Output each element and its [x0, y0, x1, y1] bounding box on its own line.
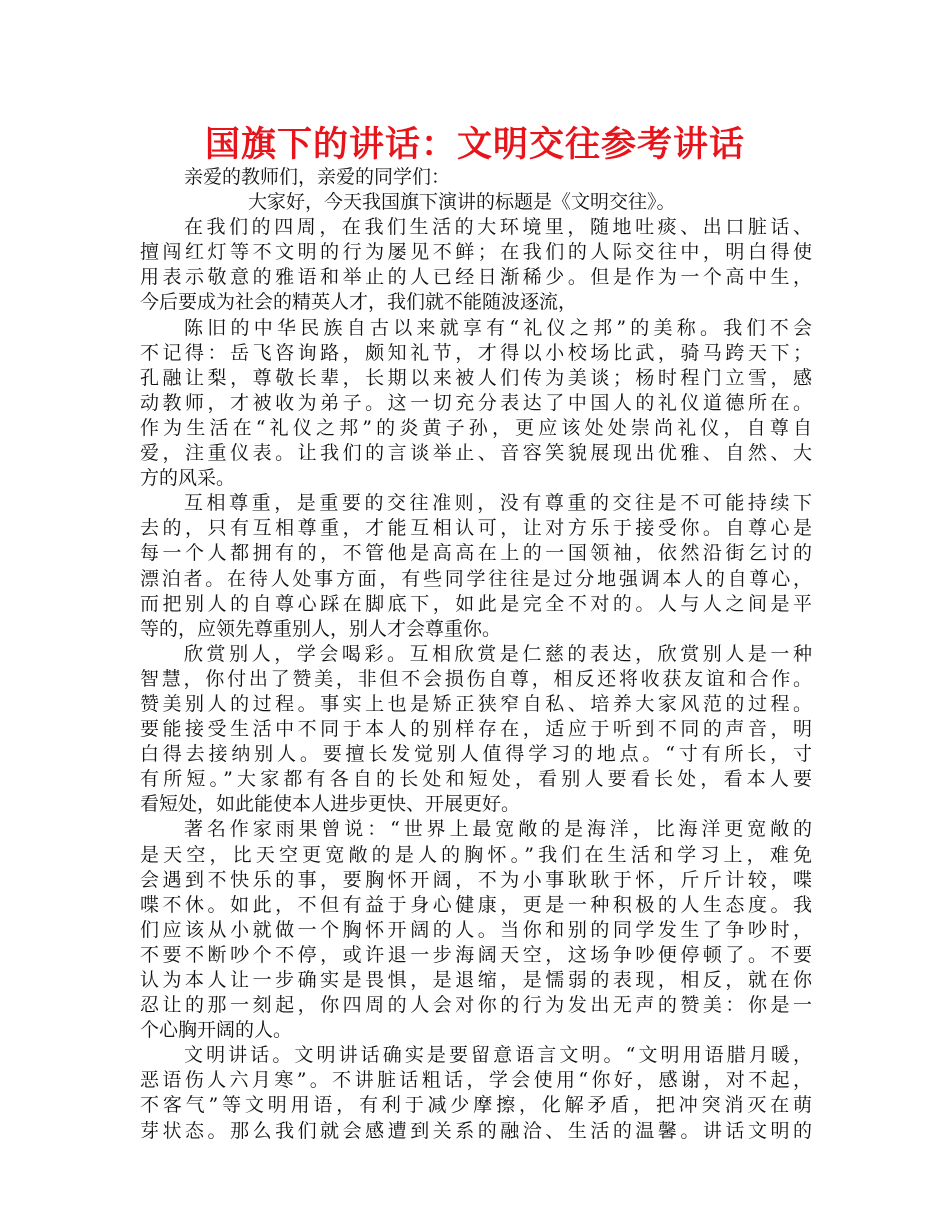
body-line: 去的，只有互相尊重，才能互相认可，让对方乐于接受你。自尊心是 [140, 517, 812, 540]
body-line: 而把别人的自尊心踩在脚底下，如此是完全不对的。人与人之间是平 [140, 592, 812, 615]
body-line: 不客气”等文明用语，有利于减少摩擦，化解矛盾，把冲突消灭在萌 [140, 1094, 812, 1117]
body-line: 爱，注重仪表。让我们的言谈举止、音容笑貌展现出优雅、自然、大 [140, 442, 812, 465]
body-line: 等的，应领先尊重别人，别人才会尊重你。 [140, 617, 502, 640]
body-line: 要能接受生活中不同于本人的别样存在，适应于听到不同的声音，明 [140, 718, 812, 741]
body-line: 在我们的四周，在我们生活的大环境里，随地吐痰、出口脏话、 [184, 216, 812, 239]
body-line: 喋不休。如此，不但有益于身心健康，更是一种积极的人生态度。我 [140, 893, 812, 916]
body-line: 不记得：岳飞咨询路，颇知礼节，才得以小校场比武，骑马跨天下； [140, 341, 812, 364]
body-line: 是天空，比天空更宽敞的是人的胸怀。”我们在生活和学习上，难免 [140, 843, 812, 866]
body-line: 智慧，你付出了赞美，非但不会损伤自尊，相反还将收获友谊和合作。 [140, 667, 812, 690]
body-line: 不要不断吵个不停，或许退一步海阔天空，这场争吵便停顿了。不要 [140, 943, 812, 966]
document-body [140, 165, 812, 1144]
body-line: 著名作家雨果曾说：“世界上最宽敞的是海洋，比海洋更宽敞的 [184, 818, 812, 841]
body-line: 文明讲话。文明讲话确实是要留意语言文明。“文明用语腊月暖， [184, 1044, 812, 1067]
body-line: 恶语伤人六月寒”。不讲脏话粗话，学会使用“你好，感谢，对不起， [140, 1069, 812, 1092]
body-line: 认为本人让一步确实是畏惧，是退缩，是懦弱的表现，相反，就在你 [140, 969, 812, 991]
body-line: 每一个人都拥有的，不管他是高高在上的一国领袖，依然沿街乞讨的 [140, 542, 812, 565]
body-line: 方的风采。 [140, 467, 236, 490]
body-line: 忍让的那一刻起，你四周的人会对你的行为发出无声的赞美：你是一 [140, 994, 812, 1017]
body-line: 亲爱的教师们，亲爱的同学们： [184, 166, 451, 188]
body-line: 欣赏别人，学会喝彩。互相欣赏是仁慈的表达，欣赏别人是一种 [184, 642, 812, 665]
body-line: 陈旧的中华民族自古以来就享有“礼仪之邦”的美称。我们不会 [184, 316, 812, 339]
body-line: 擅闯红灯等不文明的行为屡见不鲜；在我们的人际交往中，明白得使 [140, 241, 812, 264]
body-line: 赞美别人的过程。事实上也是矫正狭窄自私、培养大家风范的过程。 [140, 692, 812, 715]
body-line: 互相尊重，是重要的交往准则，没有尊重的交往是不可能持续下 [184, 492, 812, 515]
body-line: 作为生活在“礼仪之邦”的炎黄子孙，更应该处处崇尚礼仪，自尊自 [140, 416, 812, 439]
body-line: 用表示敬意的雅语和举止的人已经日渐稀少。但是作为一个高中生， [140, 266, 812, 289]
body-line: 看短处，如此能使本人进步更快、开展更好。 [140, 793, 521, 816]
body-line: 漂泊者。在待人处事方面，有些同学往往是过分地强调本人的自尊心， [140, 567, 812, 590]
body-line: 们应该从小就做一个胸怀开阔的人。当你和别的同学发生了争吵时， [140, 918, 812, 941]
body-line: 有所短。”大家都有各自的长处和短处，看别人要看长处，看本人要 [140, 768, 812, 791]
body-line: 动教师，才被收为弟子。这一切充分表达了中国人的礼仪道德所在。 [140, 391, 812, 414]
body-line: 今后要成为社会的精英人才，我们就不能随波逐流， [140, 291, 578, 314]
body-line: 会遇到不快乐的事，要胸怀开阔，不为小事耿耿于怀，斤斤计较，喋 [140, 868, 812, 891]
body-line: 白得去接纳别人。要擅长发觉别人值得学习的地点。“寸有所长，寸 [140, 743, 812, 766]
document-title: 国旗下的讲话：文明交往参考讲话 [204, 125, 745, 165]
body-line: 个心胸开阔的人。 [140, 1019, 293, 1042]
body-line: 大家好，今天我国旗下演讲的标题是《文明交往》。 [248, 191, 676, 214]
body-line: 孔融让梨，尊敬长辈，长期以来被人们传为美谈；杨时程门立雪，感 [140, 366, 812, 389]
body-line: 芽状态。那么我们就会感遭到关系的融洽、生活的温馨。讲话文明的 [140, 1119, 812, 1142]
